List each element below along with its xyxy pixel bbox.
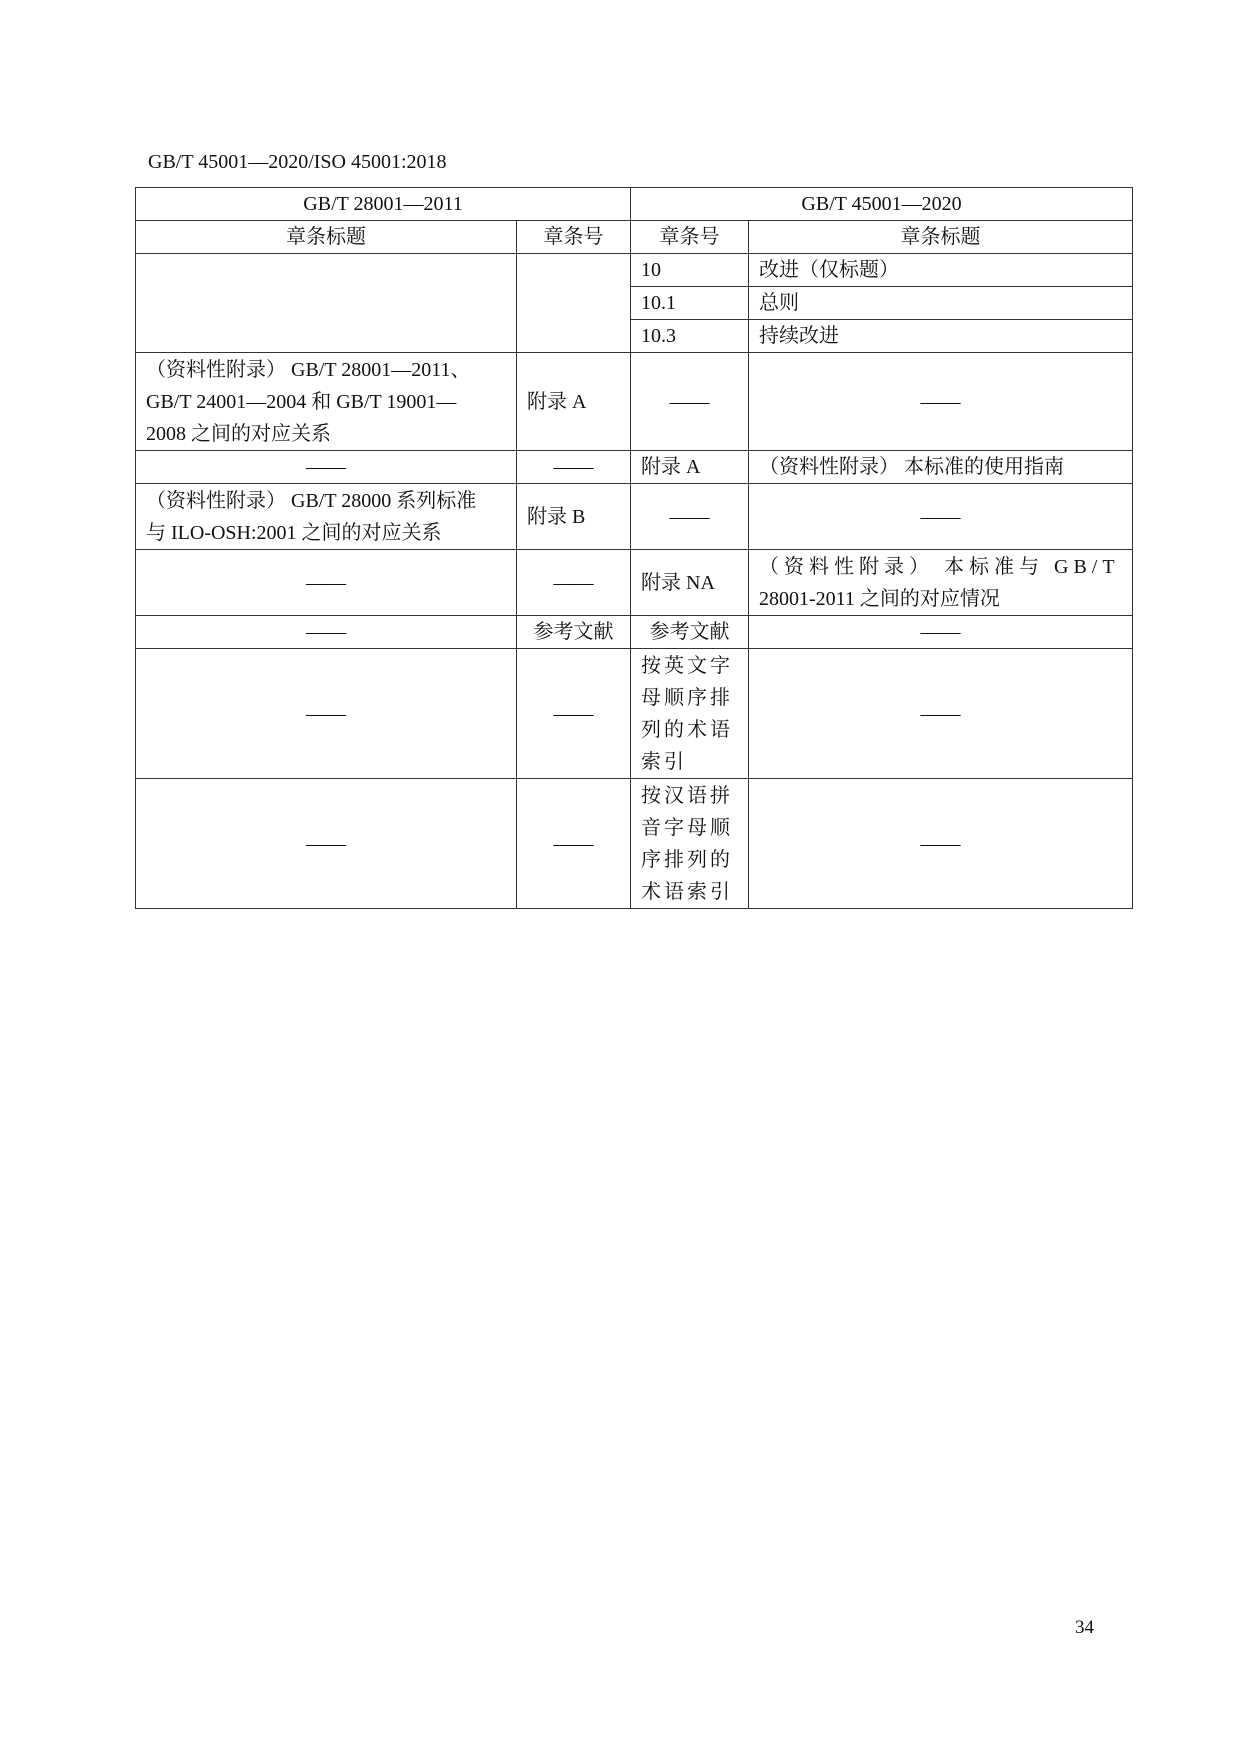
new-clause-line: 索引 <box>641 750 688 773</box>
new-clause-line: 术语索引 <box>641 880 734 903</box>
old-clause-cell: —— <box>517 779 631 909</box>
new-clause-cell: 10 <box>631 254 749 287</box>
new-clause-cell: 参考文献 <box>631 616 749 649</box>
new-clause-line: 母顺序排 <box>641 686 734 709</box>
old-clause-cell: 附录 A <box>517 353 631 451</box>
old-clause-cell: 参考文献 <box>517 616 631 649</box>
old-title-cell <box>136 484 517 550</box>
new-clause-cell: —— <box>631 484 749 550</box>
empty-cell-old-title <box>136 254 517 353</box>
table-row <box>136 254 1133 287</box>
new-clause-line: 按汉语拼 <box>641 784 734 807</box>
group-header-new-standard: GB/T 45001—2020 <box>631 188 1133 221</box>
old-title-cell <box>136 353 517 451</box>
new-clause-cell: 10.3 <box>631 320 749 353</box>
new-title-cell: 持续改进 <box>749 320 1133 353</box>
new-clause-cell: 10.1 <box>631 287 749 320</box>
table-row <box>136 779 1133 909</box>
old-title-line: （资料性附录） GB/T 28000 系列标准 <box>146 489 477 512</box>
old-title-line: 2008 之间的对应关系 <box>146 422 331 445</box>
old-clause-cell: 附录 B <box>517 484 631 550</box>
table-column-header-row <box>136 221 1133 254</box>
new-clause-line: 序排列的 <box>641 848 734 871</box>
new-title-cell: —— <box>749 353 1133 451</box>
table-row <box>136 616 1133 649</box>
old-title-line: （资料性附录） GB/T 28001—2011、 <box>146 358 471 381</box>
old-clause-cell: —— <box>517 451 631 484</box>
new-title-cell <box>749 550 1133 616</box>
new-title-cell: —— <box>749 616 1133 649</box>
old-title-cell: —— <box>136 616 517 649</box>
new-title-line: （资料性附录） 本标准与 GB/T <box>759 555 1120 578</box>
new-clause-cell: 附录 A <box>631 451 749 484</box>
table-row <box>136 451 1133 484</box>
table-row <box>136 484 1133 550</box>
old-title-line: 与 ILO-OSH:2001 之间的对应关系 <box>146 521 442 544</box>
table-group-header-row <box>136 188 1133 221</box>
old-title-cell: —— <box>136 779 517 909</box>
new-clause-cell <box>631 649 749 779</box>
old-title-line: GB/T 24001—2004 和 GB/T 19001— <box>146 390 457 413</box>
old-title-cell: —— <box>136 550 517 616</box>
old-clause-cell: —— <box>517 649 631 779</box>
new-clause-cell: —— <box>631 353 749 451</box>
table-row <box>136 353 1133 451</box>
page-number: 34 <box>1075 1617 1094 1638</box>
new-clause-line: 列的术语 <box>641 718 734 741</box>
running-header: GB/T 45001—2020/ISO 45001:2018 <box>148 151 447 173</box>
old-clause-cell: —— <box>517 550 631 616</box>
column-header-new-title: 章条标题 <box>749 221 1133 254</box>
new-title-line: 28001-2011 之间的对应情况 <box>759 587 1000 610</box>
new-title-cell: 总则 <box>749 287 1133 320</box>
column-header-old-title: 章条标题 <box>136 221 517 254</box>
column-header-new-clause: 章条号 <box>631 221 749 254</box>
new-title-cell: —— <box>749 484 1133 550</box>
new-title-cell: —— <box>749 649 1133 779</box>
new-title-cell: —— <box>749 779 1133 909</box>
correspondence-table <box>135 187 1133 909</box>
old-title-cell: —— <box>136 451 517 484</box>
new-clause-cell <box>631 779 749 909</box>
table-row <box>136 649 1133 779</box>
old-title-cell: —— <box>136 649 517 779</box>
new-title-cell: 改进（仅标题） <box>749 254 1133 287</box>
new-clause-line: 音字母顺 <box>641 816 734 839</box>
new-title-cell: （资料性附录） 本标准的使用指南 <box>749 451 1133 484</box>
table-row <box>136 550 1133 616</box>
group-header-old-standard: GB/T 28001—2011 <box>136 188 631 221</box>
column-header-old-clause: 章条号 <box>517 221 631 254</box>
new-clause-line: 按英文字 <box>641 654 734 677</box>
new-clause-cell: 附录 NA <box>631 550 749 616</box>
empty-cell-old-clause <box>517 254 631 353</box>
